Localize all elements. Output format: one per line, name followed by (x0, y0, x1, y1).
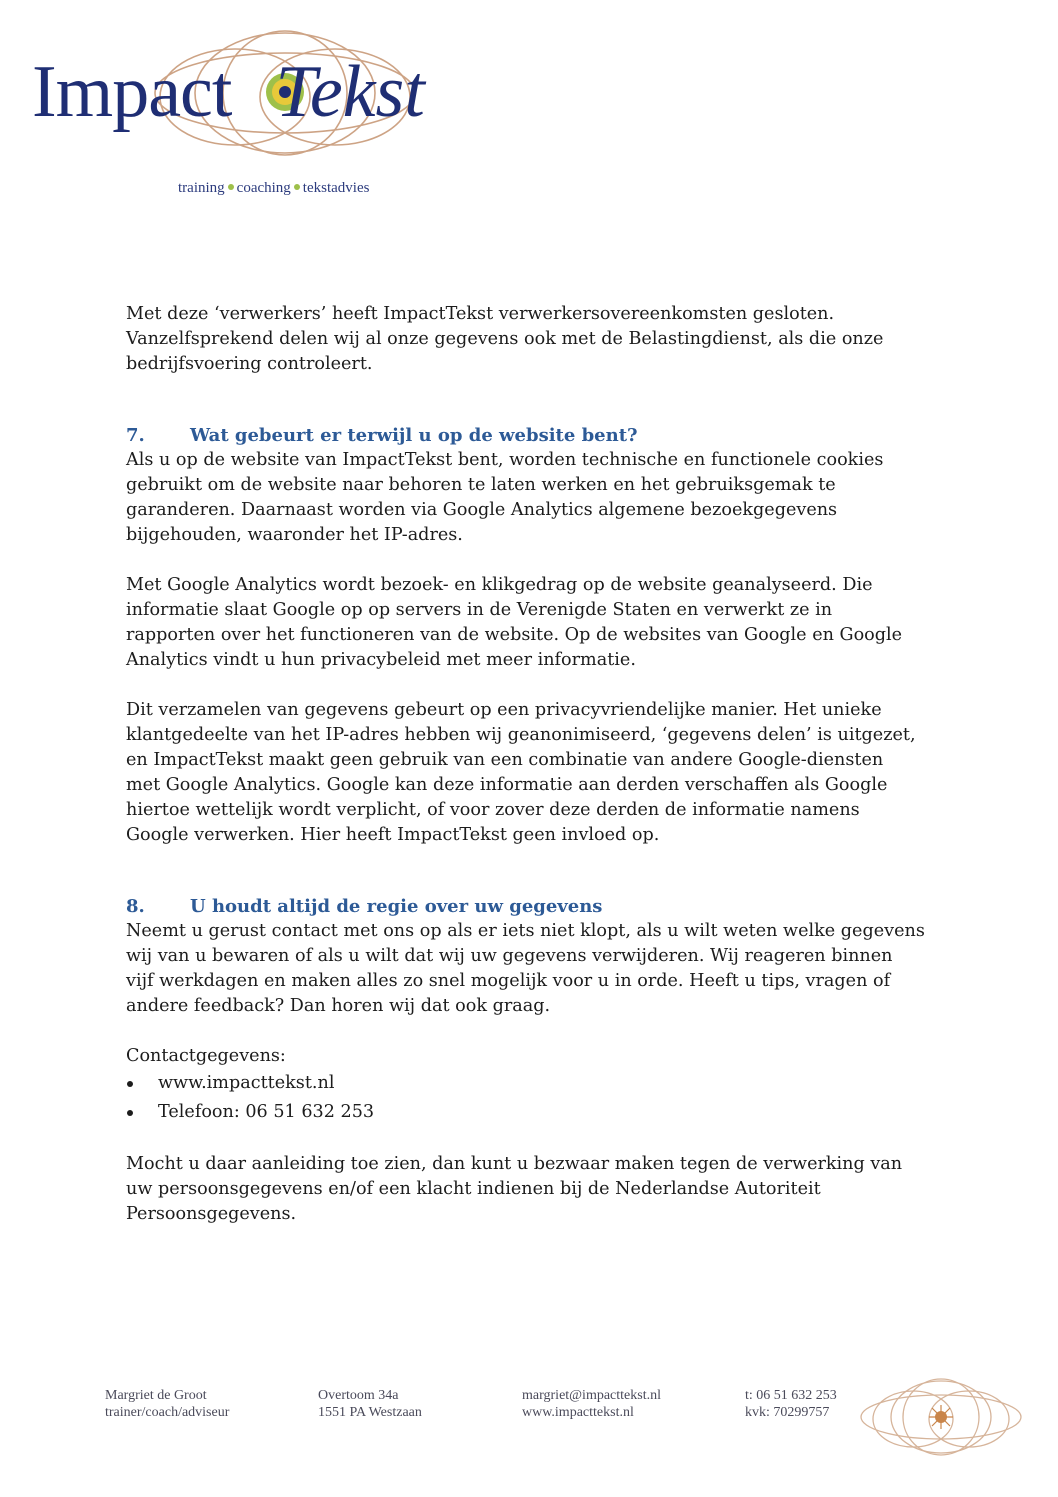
footer-kvk: kvk: 70299757 (745, 1405, 830, 1420)
footer-email[interactable]: margriet@impacttekst.nl (522, 1388, 661, 1403)
s8-p2-line: Mocht u daar aanleiding toe zien, dan kunt u bezwaar maken tegen de verwerking van (126, 1154, 903, 1174)
s8-p1-line: andere feedback? Dan horen wij dat ook graag. (126, 996, 551, 1016)
document-body (126, 302, 946, 1227)
s7-p3-line: klantgedeelte van het IP-adres hebben wij geanonimiseerd, ‘gegevens delen’ is uitgezet, (126, 725, 916, 745)
s8-p2-line: Persoonsgegevens. (126, 1204, 297, 1224)
s8-p1-line: vijf werkdagen en maken alles zo snel mogelijk voor u in orde. Heeft u tips, vragen of (126, 971, 891, 991)
company-logo (30, 15, 460, 196)
footer-city: 1551 PA Westzaan (318, 1405, 422, 1420)
footer-online (522, 1387, 661, 1421)
logo-tagline: training coaching tekstadvies (178, 180, 370, 196)
s7-p1-line: garanderen. Daarnaast worden via Google Analytics algemene bezoekgegevens (126, 500, 838, 520)
footer-role: trainer/coach/adviseur (105, 1405, 230, 1420)
bullet-icon (127, 1110, 133, 1116)
s7-p3-line: met Google Analytics. Google kan deze informatie aan derden verschaffen als Google (126, 775, 888, 795)
contact-item-phone: Telefoon: 06 51 632 253 (126, 1098, 946, 1127)
bullet-icon (127, 1081, 133, 1087)
footer-street: Overtoom 34a (318, 1388, 399, 1403)
logo-word-impact: Impact (32, 51, 232, 133)
s7-p3-line: Google verwerken. Hier heeft ImpactTekst geen invloed op. (126, 825, 660, 845)
s7-p2-line: Met Google Analytics wordt bezoek- en klikgedrag op de website geanalyseerd. Die (126, 575, 873, 595)
section-8-heading: 8. U houdt altijd de regie over uw gegevens (126, 896, 603, 917)
footer-numbers (745, 1387, 837, 1421)
contact-label: Contactgegevens: (126, 1046, 286, 1066)
intro-line: Met deze ‘verwerkers’ heeft ImpactTekst verwerkersovereenkomsten gesloten. (126, 304, 835, 324)
footer-phone: t: 06 51 632 253 (745, 1388, 837, 1403)
page-footer (0, 1375, 1058, 1475)
s7-p3-line: Dit verzamelen van gegevens gebeurt op een privacyvriendelijke manier. Het unieke (126, 700, 882, 720)
s8-p2-line: uw persoonsgegevens en/of een klacht indienen bij de Nederlandse Autoriteit (126, 1179, 821, 1199)
logo-word-tekst: Tekst (275, 51, 425, 133)
s7-p1-line: bijgehouden, waaronder het IP-adres. (126, 525, 463, 545)
footer-person (105, 1387, 229, 1421)
contact-list (126, 1069, 946, 1127)
footer-website[interactable]: www.impacttekst.nl (522, 1405, 634, 1420)
s7-p1-line: Als u op de website van ImpactTekst bent, worden technische en functionele cookies (126, 450, 884, 470)
s7-p3-line: hiertoe wettelijk wordt verplicht, of voor zover deze derden de informatie namens (126, 800, 860, 820)
s7-p3-line: en ImpactTekst maakt geen gebruik van een combinatie van andere Google-diensten (126, 750, 884, 770)
s7-p2-line: Analytics vindt u hun privacybeleid met meer informatie. (126, 650, 636, 670)
footer-rings-icon (858, 1375, 1028, 1465)
intro-line: Vanzelfsprekend delen wij al onze gegevens ook met de Belastingdienst, als die onze (126, 329, 884, 349)
s8-p1-line: wij van u bewaren of als u wilt dat wij uw gegevens verwijderen. Wij reageren binnen (126, 946, 893, 966)
footer-address (318, 1387, 422, 1421)
section-7-heading: 7. Wat gebeurt er terwijl u op de website bent? (126, 425, 638, 446)
tagline-dot-icon (294, 184, 300, 190)
s7-p2-line: informatie slaat Google op op servers in de Verenigde Staten en verwerkt ze in (126, 600, 833, 620)
tagline-dot-icon (228, 184, 234, 190)
s8-p1-line: Neemt u gerust contact met ons op als er iets niet klopt, als u wilt weten welke gegevens (126, 921, 925, 941)
footer-name: Margriet de Groot (105, 1388, 207, 1403)
contact-item-website[interactable]: www.impacttekst.nl (126, 1069, 946, 1098)
s7-p2-line: rapporten over het functioneren van de website. Op de websites van Google en Google (126, 625, 903, 645)
s7-p1-line: gebruikt om de website naar behoren te laten werken en het gebruiksgemak te (126, 475, 836, 495)
intro-line: bedrijfsvoering controleert. (126, 354, 373, 374)
